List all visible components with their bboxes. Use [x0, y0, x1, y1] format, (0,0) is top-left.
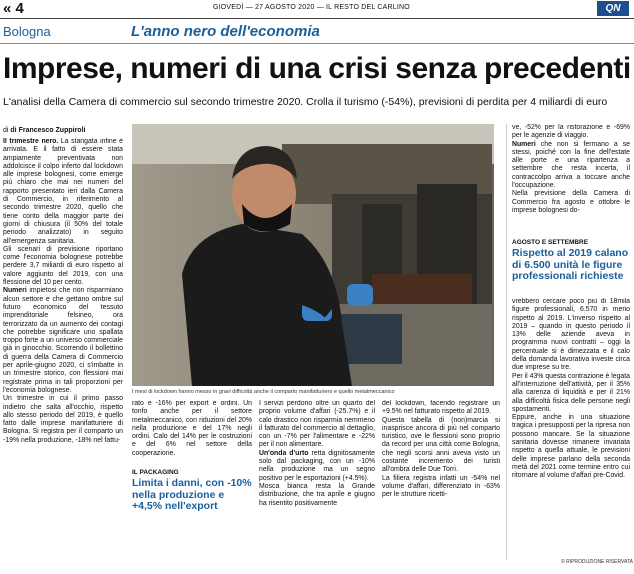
paragraph — [3, 246, 123, 287]
qn-logo: QN — [597, 1, 629, 16]
paragraph — [259, 483, 375, 508]
box-label: IL PACKAGING — [132, 469, 179, 476]
factory-worker-image — [132, 124, 494, 386]
paragraph — [512, 190, 630, 215]
header-divider — [0, 18, 634, 19]
paragraph — [382, 400, 500, 417]
paragraph-text: del lockdown, facendo registrare un +9.5% nel fatturato rispetto al 2019. — [382, 400, 500, 416]
page-number-value: 4 — [15, 0, 24, 17]
paragraph-text: Gli scenari di previsione riportano come l'economia bolognese potrebbe perdere 3,7 miliardi di euro rispetto al valore aggiunto del 2019, con una flessione del 10 per cento. — [3, 245, 123, 287]
article-column-1 — [3, 138, 123, 558]
paragraph-text: vrebbero cercare poco più di 18mila figure professionali, 6.570 in meno rispetto al 2019. L'inverso rispetto al 2019 – quando in questo periodo il 13% delle aziende aveva in programma nuovi contratti – oggi la percentuale si è dimezzata e il calo della domanda lavorativa investe circa due imprese su tre. — [512, 298, 630, 372]
article-column-4 — [382, 400, 500, 560]
paragraph-text: Nella previsione della Camera di Commercio fra agosto e ottobre le imprese bolognesi do- — [512, 190, 630, 214]
sidebar-title: Rispetto al 2019 calano di 6.500 unità le figure professionali richieste — [512, 247, 629, 282]
paragraph-lead: Numeri — [512, 140, 536, 148]
paragraph — [259, 450, 375, 483]
subheadline: L'analisi della Camera di commercio sul secondo trimestre 2020. Crolla il turismo (-54%), previsioni di perdita per 4 miliardi di euro — [3, 96, 608, 108]
paragraph-text: Questa tabella di (non)marcia si inasprisce ancora di più nel comparto turistico, ove le flessioni sono proprio da record per una città come Bologna, che negli scorsi anni aveva visto un costante incremento dei turisti all'ombra delle Due Torri. — [382, 416, 500, 474]
section-title: L'anno nero dell'economia — [131, 23, 320, 40]
photo-caption: I mesi di lockdown hanno messo in gravi difficoltà anche il comparto manifatturiero e quello metalmeccanico — [132, 389, 395, 395]
paragraph-text: La stangata infine è arrivata. E il fatto di essere stata ampiamente preventivata non addolcisce il colpo inferto dal lockdown alle imprese bolognesi, come emerge più chiaro che mai nei numeri del rapporto presentato ieri dalla Camera di Commercio, in riferimento al secondo trimestre 2020, quello che tiene conto della maggior parte dei giorni di chiusura (il 50% del totale periodo analizzato) in seguito all'emergenza sanitaria. — [3, 138, 123, 245]
paragraph — [382, 417, 500, 475]
paragraph-lead: Un'onda d'urto — [259, 449, 309, 457]
paragraph — [512, 298, 630, 373]
issue-date: GIOVEDÌ — 27 AGOSTO 2020 — IL RESTO DEL CARLINO — [213, 4, 410, 11]
paragraph-text: che non si fermano a se stessi, poiché con la fine dell'estate alle porte e una ripartenza a settembre che resta incerta, il contraccolpo arriva a toccare anche l'occupazione. — [512, 140, 630, 190]
paragraph-text: Mosca bianca resta la Grande distribuzione, che tra aprile e giugno ha risentito positivamente — [259, 482, 375, 507]
paragraph — [512, 373, 630, 414]
paragraph-text: rato e -16% per export e ordini. Un tonfo anche per il settore metalmeccanico, con riduzioni del 20% nella produzione e del 17% negli ordini. Calo del 14% per le costruzioni e del 6% nel settore della cooperazione. — [132, 400, 252, 457]
paragraph — [512, 414, 630, 480]
paragraph-text: Eppure, anche in una situazione tragica i presupposti per la ripresa non possono mancare. Se la situazione sanitaria dovesse rimanere invariata rispetto a quella attuale, le previsioni delle imprese parlano della seconda metà del 2021 come termine entro cui ritornare al volume d'affari pre-Covid. — [512, 414, 630, 480]
paragraph-text: ve, -52% per la ristorazione e -69% per le agenzie di viaggio. — [512, 124, 630, 140]
paragraph-text: I servizi perdono oltre un quarto del proprio volume d'affari (-25.7%) e il calo drastico non risparmia nemmeno il fatturato del commercio al dettaglio, con un -7% per l'alimentare e -22% per il non alimentare. — [259, 400, 375, 449]
paragraph — [382, 475, 500, 500]
copyright-notice: © RIPRODUZIONE RISERVATA — [561, 559, 633, 565]
paragraph — [132, 400, 252, 458]
paragraph-lead: Numeri — [3, 287, 27, 295]
sidebar-label: AGOSTO E SETTEMBRE — [512, 239, 589, 246]
paragraph — [3, 395, 123, 445]
paragraph — [259, 400, 375, 450]
byline: di di Francesco Zuppiroli — [3, 127, 86, 134]
paragraph-text: retta dignitosamente solo dal packaging, con un -10% nella produzione ma un segno positivo per le esportazioni (+4.5%). — [259, 449, 375, 482]
article-column-3 — [259, 400, 375, 560]
city-label: Bologna — [3, 24, 51, 39]
paragraph — [512, 141, 630, 191]
paragraph-lead: Il trimestre nero. — [3, 138, 59, 145]
page-number: « 4 — [3, 0, 24, 17]
paragraph — [3, 287, 123, 395]
article-column-2 — [132, 400, 252, 466]
author-name: di Francesco Zuppiroli — [10, 127, 86, 134]
paragraph-text: Un trimestre in cui il primo passo indietro che salta all'occhio, rispetto allo stesso periodo del 2019, è quello fatto dalle imprese manifatturiere di Bologna. Si registra per il comparto un -19% nella produzione, -18% nel fattu- — [3, 395, 123, 444]
article-column-5 — [512, 124, 630, 234]
paragraph-text: impietosi che non risparmiano alcun settore e che gettano ombre sul futuro economico del tessuto imprenditoriale felsineo, ora terrorizzato da un aumento dei contagi che potrebbe significare uno spallata troppo forte a un universo commerciale già in ginocchio. Scorrendo il bollettino di guerra della Camera di Commercio per aprile-giugno 2020, ci s'imbatte in un trimestre storico, con flessioni mai registrate prima in tali proporzioni per l'economia bolognese. — [3, 287, 123, 394]
paragraph — [3, 138, 123, 246]
box-title: Limita i danni, con -10% nella produzione e +4,5% nell'export — [132, 477, 252, 512]
paragraph — [512, 124, 630, 141]
article-photo — [132, 124, 494, 386]
paragraph-text: La filiera registra infatti un -54% nel volume d'affari, differenziato in -63% per le strutture ricetti- — [382, 474, 500, 499]
section-divider — [0, 43, 634, 44]
paragraph-text: Per il 43% questa contrazione è legata all'interruzione dell'attività, per il 35% alla carenza di liquidità e per il 21% alla difficoltà fisica delle persone negli spostamenti. — [512, 372, 630, 413]
column-divider — [506, 124, 507, 560]
sidebar-text — [512, 298, 630, 556]
headline: Imprese, numeri di una crisi senza precedenti — [3, 52, 631, 85]
